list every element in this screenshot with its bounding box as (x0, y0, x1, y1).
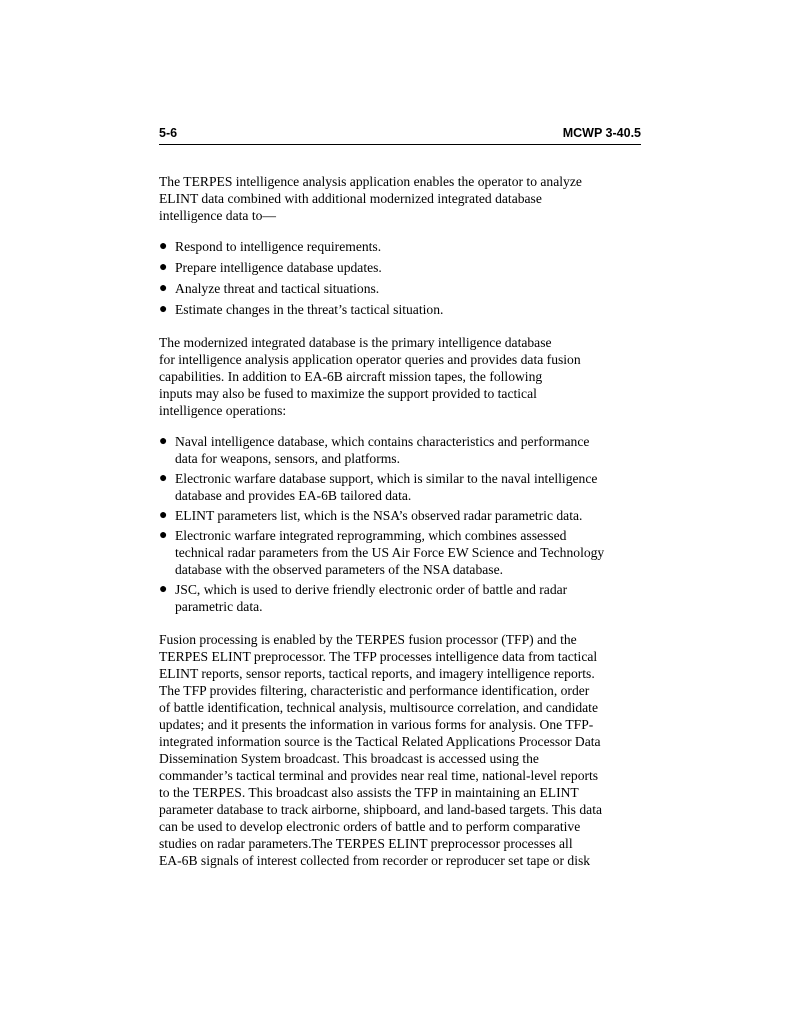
bullet-icon: ● (159, 471, 168, 486)
bullet-list-1 (159, 238, 641, 318)
text-line: Analyze threat and tactical situations. (175, 281, 380, 296)
text-line: updates; and it presents the information in various forms for analysis. One TFP- (159, 717, 594, 732)
text-line: Dissemination System broadcast. This broadcast is accessed using the (159, 751, 539, 766)
text-line: parameter database to track airborne, shipboard, and land-based targets. This data (159, 802, 603, 817)
text-line: intelligence data to— (159, 208, 277, 223)
text-line: for intelligence analysis application operator queries and provides data fusion (159, 352, 581, 367)
text-line: Prepare intelligence database updates. (175, 260, 382, 275)
text-line: intelligence operations: (159, 403, 287, 418)
text-line: database and provides EA-6B tailored data. (175, 488, 412, 503)
text-line: Respond to intelligence requirements. (175, 239, 382, 254)
page-header (159, 126, 641, 146)
paragraph-1 (159, 173, 641, 224)
text-line: commander’s tactical terminal and provides near real time, national-level reports (159, 768, 599, 783)
list-item (159, 259, 641, 276)
list-item (159, 527, 641, 578)
text-line: inputs may also be fused to maximize the support provided to tactical (159, 386, 537, 401)
list-item (159, 280, 641, 297)
text-line: Naval intelligence database, which contains characteristics and performance (175, 434, 590, 449)
text-line: JSC, which is used to derive friendly electronic order of battle and radar (175, 582, 568, 597)
text-line: Electronic warfare integrated reprogramming, which combines assessed (175, 528, 567, 543)
text-line: data for weapons, sensors, and platforms. (175, 451, 400, 466)
bullet-icon: ● (159, 508, 168, 523)
text-line: capabilities. In addition to EA-6B aircraft mission tapes, the following (159, 369, 543, 384)
text-line: ELINT parameters list, which is the NSA’s observed radar parametric data. (175, 508, 583, 523)
text-line: database with the observed parameters of the NSA database. (175, 562, 504, 577)
text-line: EA-6B signals of interest collected from recorder or reproducer set tape or disk (159, 853, 591, 868)
bullet-icon: ● (159, 528, 168, 543)
header-rule (159, 144, 641, 145)
bullet-icon: ● (159, 302, 168, 317)
text-line: Estimate changes in the threat’s tactical situation. (175, 302, 444, 317)
bullet-icon: ● (159, 434, 168, 449)
list-item (159, 581, 641, 615)
text-line: The TERPES intelligence analysis application enables the operator to analyze (159, 174, 582, 189)
text-line: technical radar parameters from the US Air Force EW Science and Technology (175, 545, 605, 560)
paragraph-2 (159, 334, 641, 419)
bullet-icon: ● (159, 281, 168, 296)
bullet-list-2 (159, 433, 641, 615)
list-item (159, 301, 641, 318)
text-line: TERPES ELINT preprocessor. The TFP processes intelligence data from tactical (159, 649, 598, 664)
text-line: integrated information source is the Tactical Related Applications Processor Data (159, 734, 601, 749)
text-line: of battle identification, technical analysis, multisource correlation, and candidate (159, 700, 598, 715)
text-line: to the TERPES. This broadcast also assists the TFP in maintaining an ELINT (159, 785, 579, 800)
bullet-icon: ● (159, 582, 168, 597)
paragraph-3 (159, 631, 641, 869)
text-line: studies on radar parameters.The TERPES ELINT preprocessor processes all (159, 836, 573, 851)
list-item (159, 238, 641, 255)
list-item (159, 433, 641, 467)
text-line: Fusion processing is enabled by the TERPES fusion processor (TFP) and the (159, 632, 577, 647)
text-line: Electronic warfare database support, which is similar to the naval intelligence (175, 471, 598, 486)
text-line: The TFP provides filtering, characteristic and performance identification, order (159, 683, 590, 698)
publication-id: MCWP 3-40.5 (562, 126, 641, 140)
text-line: parametric data. (175, 599, 263, 614)
page-number: 5-6 (159, 126, 178, 140)
list-item (159, 470, 641, 504)
list-item (159, 507, 641, 524)
body-text (159, 173, 641, 869)
bullet-icon: ● (159, 239, 168, 254)
text-line: ELINT data combined with additional modernized integrated database (159, 191, 542, 206)
bullet-icon: ● (159, 260, 168, 275)
text-line: The modernized integrated database is the primary intelligence database (159, 335, 552, 350)
text-line: can be used to develop electronic orders of battle and to perform comparative (159, 819, 581, 834)
text-line: ELINT reports, sensor reports, tactical reports, and imagery intelligence reports. (159, 666, 595, 681)
